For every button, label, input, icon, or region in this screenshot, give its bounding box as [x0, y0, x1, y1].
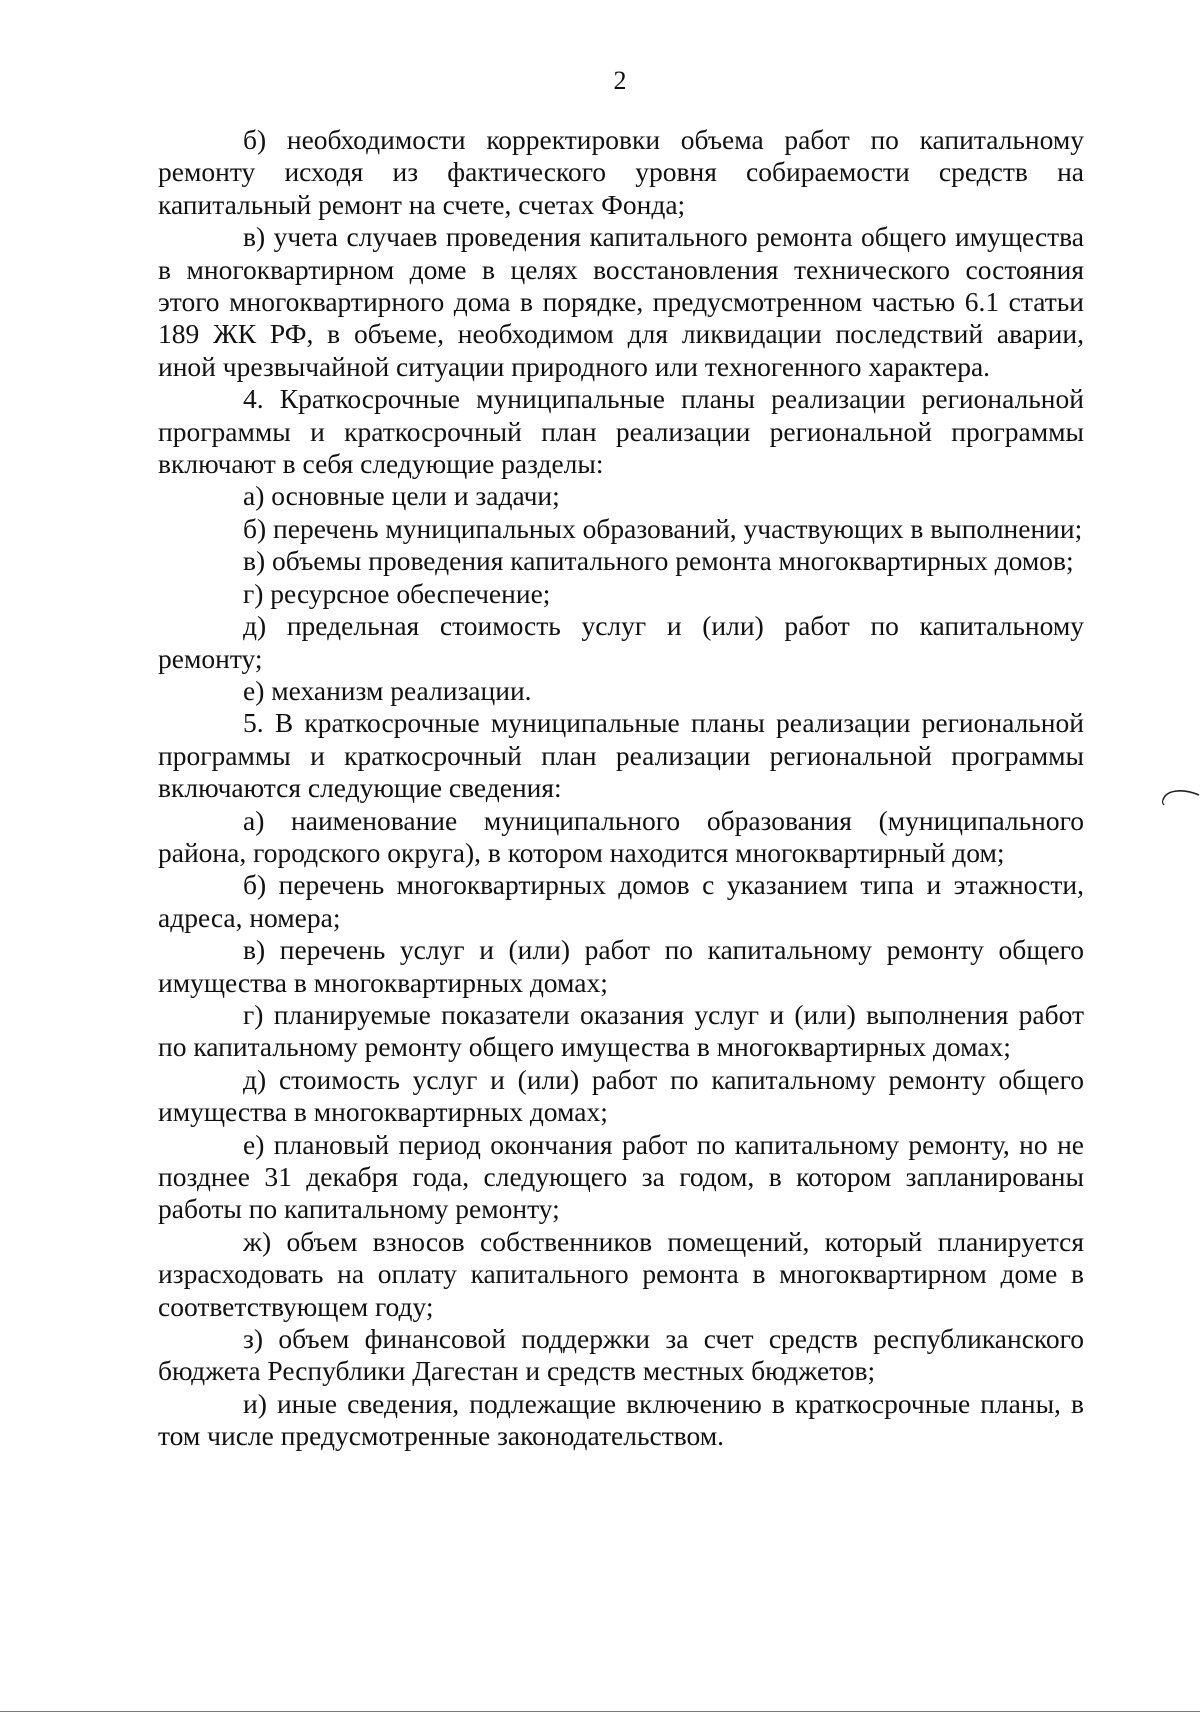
paragraph-4b: б) перечень муниципальных образований, участвующих в выполнении; — [243, 512, 1083, 544]
paragraph-4v: в) объемы проведения капитального ремонта многоквартирных домов; — [243, 545, 1074, 577]
paragraph-4d: д) предельная стоимость услуг и (или) работ по капитальному ремонту; — [158, 610, 1084, 674]
paragraph-5: 5. В краткосрочные муниципальные планы реализации региональной программы и краткосрочный план реализации региональной программы включаются следующие сведения: — [158, 707, 1084, 804]
paragraph-5zh: ж) объем взносов собственников помещений, который планируется израсходовать на оплату капитального ремонта в многоквартирном доме в соответствующем году; — [158, 1225, 1084, 1322]
paragraph-4a: а) основные цели и задачи; — [243, 480, 560, 512]
margin-scribble-mark — [1160, 786, 1200, 806]
paragraph-5i: и) иные сведения, подлежащие включению в краткосрочные планы, в том числе предусмотренные законодательством. — [158, 1387, 1084, 1452]
scan-bottom-edge — [0, 1711, 1200, 1712]
document-body — [158, 124, 1084, 1453]
paragraph-5g: г) планируемые показатели оказания услуг и (или) выполнения работ по капитальному ремонту общего имущества в многоквартирных домах; — [158, 998, 1084, 1063]
paragraph-3v: в) учета случаев проведения капитального ремонта общего имущества в многоквартирном доме в целях восстановления технического состояния этого многоквартирного дома в порядке, предусмотренном частью 6.1 статьи 189 ЖК РФ, в объеме, необходимом для ликвидации последствий аварии, иной чрезвычайной ситуации природного или техногенного характера. — [158, 221, 1084, 382]
paragraph-5d: д) стоимость услуг и (или) работ по капитальному ремонту общего имущества в многоквартирных домах; — [158, 1063, 1084, 1128]
page-number: 2 — [613, 66, 627, 95]
paragraph-5e: е) плановый период окончания работ по капитальному ремонту, но не позднее 31 декабря года, следующего за годом, в котором запланированы работы по капитальному ремонту; — [158, 1128, 1084, 1225]
paragraph-5b: б) перечень многоквартирных домов с указанием типа и этажности, адреса, номера; — [158, 869, 1084, 933]
paragraph-3b: б) необходимости корректировки объема работ по капитальному ремонту исходя из фактического уровня собираемости средств на капитальный ремонт на счете, счетах Фонда; — [158, 124, 1084, 220]
paragraph-4: 4. Краткосрочные муниципальные планы реализации региональной программы и краткосрочный план реализации региональной программы включают в себя следующие разделы: — [158, 383, 1084, 480]
paragraph-5a: а) наименование муниципального образования (муниципального района, городского округа), в котором находится многоквартирный дом; — [158, 804, 1084, 868]
paragraph-5v: в) перечень услуг и (или) работ по капитальному ремонту общего имущества в многоквартирных домах; — [158, 934, 1084, 998]
paragraph-4e: е) механизм реализации. — [243, 674, 532, 706]
paragraph-4g: г) ресурсное обеспечение; — [243, 577, 551, 609]
paragraph-5z: з) объем финансовой поддержки за счет средств республиканского бюджета Республики Дагестан и средств местных бюджетов; — [158, 1323, 1084, 1387]
